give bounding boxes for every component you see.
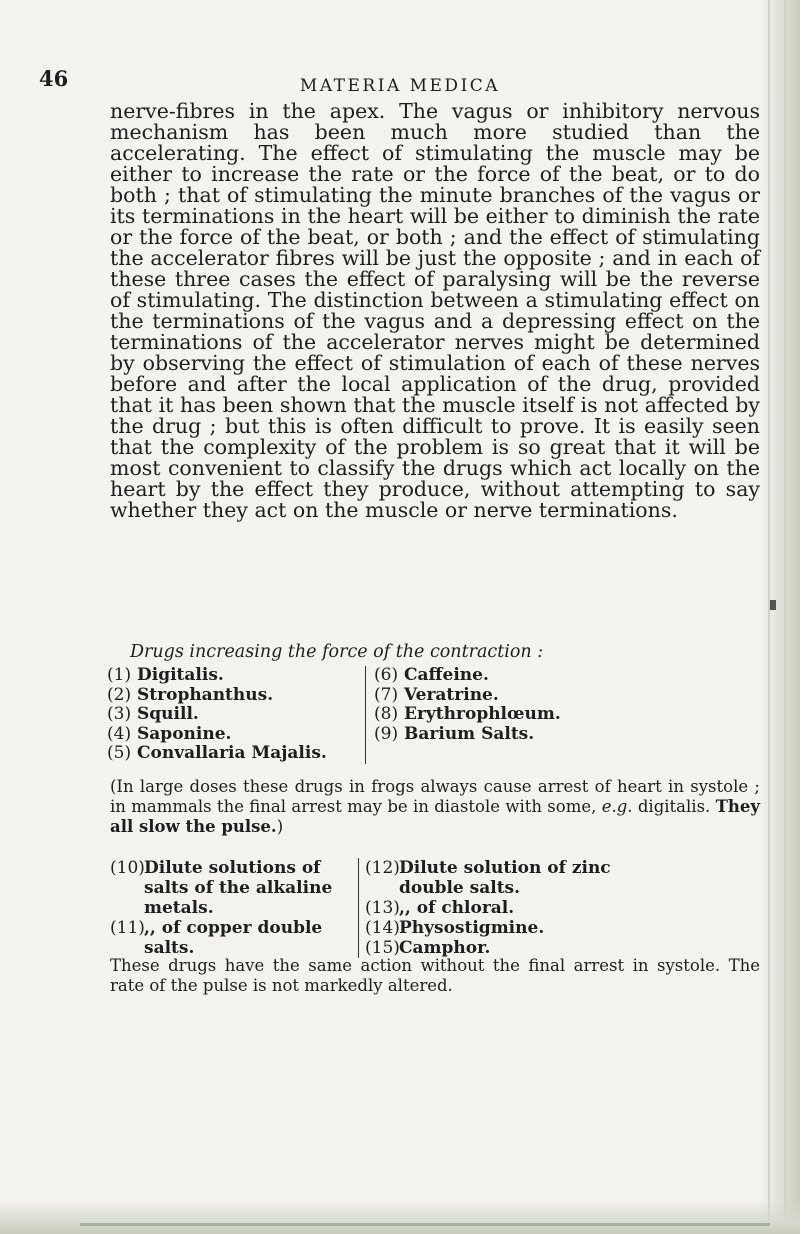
drug-name: Strophanthus. bbox=[137, 684, 274, 705]
list-item bbox=[374, 725, 674, 745]
list-item bbox=[110, 858, 350, 918]
item-number: (8) bbox=[374, 704, 399, 724]
item-number: (14) bbox=[365, 918, 400, 938]
page-number: 46 bbox=[39, 66, 69, 91]
drug-name: ,, of chloral. bbox=[399, 898, 515, 918]
page-bottom-edge bbox=[80, 1223, 770, 1226]
list-item bbox=[374, 705, 674, 725]
drug-name: Camphor. bbox=[399, 938, 491, 958]
list-heading: Drugs increasing the force of the contraction : bbox=[130, 642, 544, 662]
drug-list-left-column bbox=[107, 666, 365, 764]
list-item bbox=[107, 744, 357, 764]
item-number: (15) bbox=[365, 938, 400, 958]
item-number: (1) bbox=[107, 665, 132, 685]
item-number: (9) bbox=[374, 723, 399, 744]
item-number: (12) bbox=[365, 858, 400, 878]
note-text: (In large doses these drugs in frogs always cause arrest of heart in systole ; in mammals the final arrest may be in diastole with some, bbox=[110, 777, 760, 816]
list-item bbox=[374, 666, 674, 686]
page-edge-shadow bbox=[758, 0, 800, 1234]
running-head: MATERIA MEDICA bbox=[299, 76, 501, 96]
item-number: (7) bbox=[374, 684, 399, 705]
drug-list-right-column bbox=[365, 666, 674, 764]
note-bold: They all slow the pulse. bbox=[110, 797, 760, 836]
drug-list-right-column bbox=[358, 858, 665, 958]
list-item bbox=[365, 938, 665, 958]
parenthetical-note bbox=[110, 777, 760, 837]
list-item bbox=[374, 686, 674, 706]
item-number: (3) bbox=[107, 704, 132, 724]
drug-list-no-arrest bbox=[110, 858, 665, 958]
drug-list-left-column bbox=[110, 858, 358, 958]
list-item bbox=[107, 725, 357, 745]
list-item bbox=[107, 705, 357, 725]
drug-name: Barium Salts. bbox=[404, 723, 535, 744]
item-number: (10) bbox=[110, 858, 145, 878]
item-number: (5) bbox=[107, 743, 132, 763]
drug-name: ,, of copper double salts. bbox=[144, 918, 323, 958]
drug-name: Dilute solutions of salts of the alkaline metals. bbox=[144, 858, 333, 918]
item-number: (11) bbox=[110, 918, 145, 938]
closing-note: These drugs have the same action without the final arrest in systole. The rate of the pulse is not markedly altered. bbox=[110, 956, 760, 995]
drug-name: Caffeine. bbox=[404, 665, 489, 685]
list-item bbox=[107, 686, 357, 706]
drug-name: Squill. bbox=[137, 704, 199, 724]
list-item bbox=[365, 898, 665, 918]
item-number: (13) bbox=[365, 898, 400, 918]
drug-name: Erythrophlœum. bbox=[404, 704, 561, 724]
drug-name: Convallaria Majalis. bbox=[137, 743, 327, 763]
note-text: digitalis. bbox=[632, 797, 716, 816]
page-edge-line bbox=[768, 0, 770, 1234]
drug-name: Physostigmine. bbox=[399, 918, 545, 938]
item-number: (6) bbox=[374, 665, 399, 685]
page-bottom-shadow bbox=[0, 1200, 800, 1234]
page-edge-line bbox=[784, 0, 786, 1234]
drug-name: Dilute solution of zinc double salts. bbox=[399, 858, 611, 898]
list-item bbox=[365, 858, 665, 898]
body-paragraph: nerve-fibres in the apex. The vagus or inhibitory nervous mechanism has been much more studied than the accelerating. The effect of stimulating the muscle may be either to increase the rate or the force of the beat, or to do both ; that of stimulating the minute branches of the vagus or its terminations in the heart will be either to diminish the rate or the force of the beat, or both ; and the effect of stimulating the accelerator fibres will be just the opposite ; and in each of these three cases the effect of paralysing will be the reverse of stimulating. The distinction between a stimulating effect on the terminations of the vagus and a depressing effect on the terminations of the accelerator nerves might be determined by observing the effect of stimulation of each of these nerves before and after the local application of the drug, provided that it has been shown that the muscle itself is not affected by the drug ; but this is often difficult to prove. It is easily seen that the complexity of the problem is so great that it will be most convenient to classify the drugs which act locally on the heart by the effect they produce, without attempting to say whether they act on the muscle or nerve terminations. bbox=[110, 99, 760, 522]
item-number: (2) bbox=[107, 684, 132, 705]
item-number: (4) bbox=[107, 723, 132, 744]
drug-name: Digitalis. bbox=[137, 665, 224, 685]
drug-name: Veratrine. bbox=[404, 684, 499, 705]
note-text: ) bbox=[276, 817, 284, 836]
note-italic: e.g. bbox=[601, 797, 633, 816]
drug-list-force bbox=[107, 666, 674, 764]
page-edge-mark bbox=[770, 600, 776, 610]
list-item bbox=[107, 666, 357, 686]
list-item bbox=[110, 918, 350, 958]
list-item bbox=[365, 918, 665, 938]
drug-name: Saponine. bbox=[137, 723, 232, 744]
